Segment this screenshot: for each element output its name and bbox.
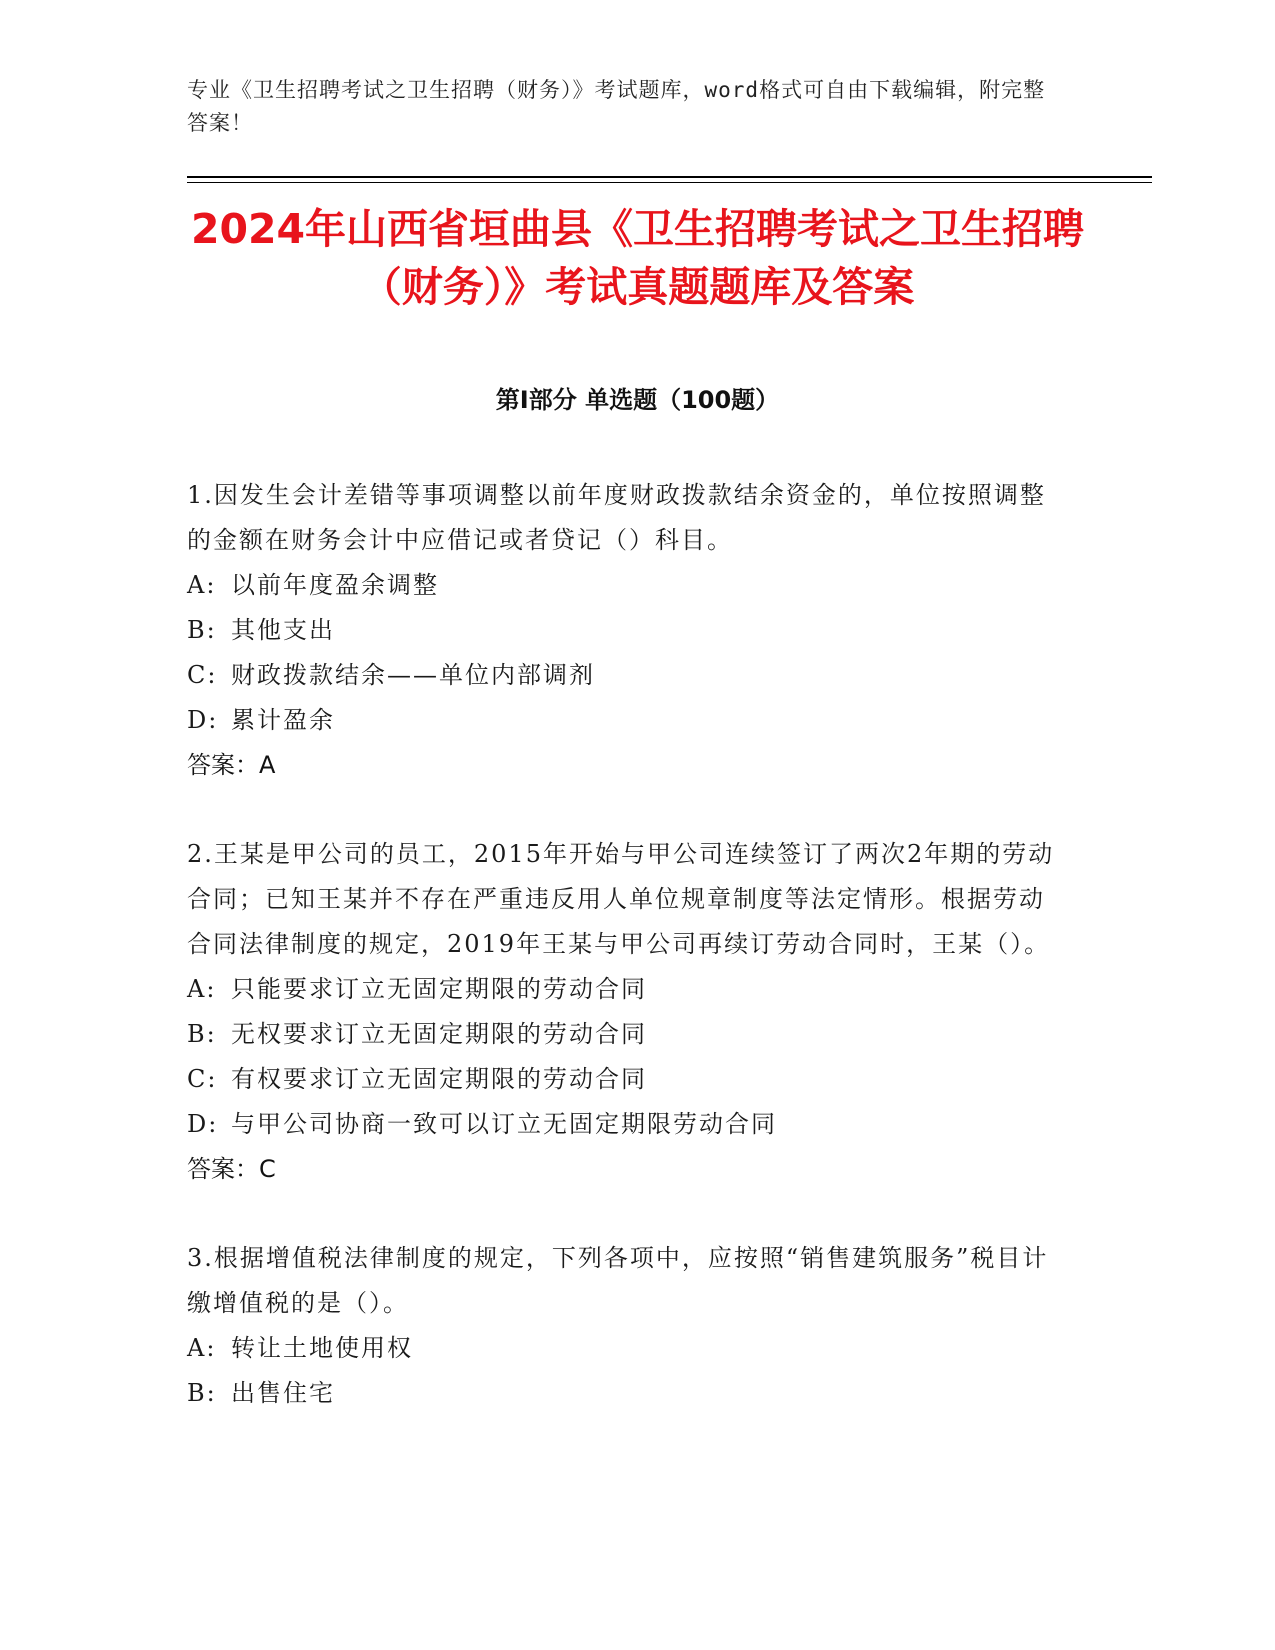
- option-text: 以前年度盈余调整: [231, 571, 439, 599]
- option-key: A:: [187, 1334, 217, 1362]
- option-text: 累计盈余: [231, 706, 335, 734]
- question-stem: 1.因发生会计差错等事项调整以前年度财政拨款结余资金的，单位按照调整的金额在财务会计中应借记或者贷记（）科目。: [187, 481, 1046, 554]
- option-key: B:: [187, 1020, 217, 1048]
- option-key: A:: [187, 975, 217, 1003]
- question-2: [187, 832, 1067, 1192]
- option-d: [187, 698, 1067, 743]
- option-b: [187, 1012, 1067, 1057]
- option-c: [187, 653, 1067, 698]
- option-key: B:: [187, 1379, 217, 1407]
- option-key: C:: [187, 1065, 218, 1093]
- option-text: 其他支出: [231, 616, 335, 644]
- option-text: 转让土地使用权: [231, 1334, 413, 1362]
- option-c: [187, 1057, 1067, 1102]
- option-b: [187, 1371, 1067, 1416]
- option-d: [187, 1102, 1067, 1147]
- option-text: 财政拨款结余——单位内部调剂: [231, 661, 595, 689]
- option-text: 与甲公司协商一致可以订立无固定期限劳动合同: [231, 1110, 777, 1138]
- option-text: 无权要求订立无固定期限的劳动合同: [231, 1020, 647, 1048]
- question-3: [187, 1236, 1067, 1416]
- answer-line: 答案：A: [187, 751, 276, 779]
- option-key: D:: [187, 1110, 219, 1138]
- header-rule-thick: [187, 176, 1152, 178]
- option-key: A:: [187, 571, 217, 599]
- header-note: 专业《卫生招聘考试之卫生招聘（财务）》考试题库，word格式可自由下载编辑，附完整答案！: [187, 78, 1046, 135]
- question-list: [187, 473, 1067, 1460]
- answer-line: 答案：C: [187, 1155, 276, 1183]
- header-rule-thin: [187, 182, 1152, 183]
- question-1: [187, 473, 1067, 788]
- option-text: 只能要求订立无固定期限的劳动合同: [231, 975, 647, 1003]
- option-b: [187, 608, 1067, 653]
- option-a: [187, 563, 1067, 608]
- question-stem: 2.王某是甲公司的员工，2015年开始与甲公司连续签订了两次2年期的劳动合同；已知王某并不存在严重违反用人单位规章制度等法定情形。根据劳动合同法律制度的规定，2019年王某与甲公司再续订劳动合同时，王某（）。: [187, 840, 1055, 958]
- option-text: 出售住宅: [231, 1379, 335, 1407]
- option-text: 有权要求订立无固定期限的劳动合同: [231, 1065, 647, 1093]
- section-heading: 第Ⅰ部分 单选题（100题）: [495, 386, 780, 414]
- option-key: B:: [187, 616, 217, 644]
- document-title: 2024年山西省垣曲县《卫生招聘考试之卫生招聘（财务）》考试真题题库及答案: [190, 205, 1085, 311]
- option-key: C:: [187, 661, 218, 689]
- option-a: [187, 967, 1067, 1012]
- option-a: [187, 1326, 1067, 1371]
- question-stem: 3.根据增值税法律制度的规定，下列各项中，应按照“销售建筑服务”税目计缴增值税的是（）。: [187, 1244, 1049, 1317]
- option-key: D:: [187, 706, 219, 734]
